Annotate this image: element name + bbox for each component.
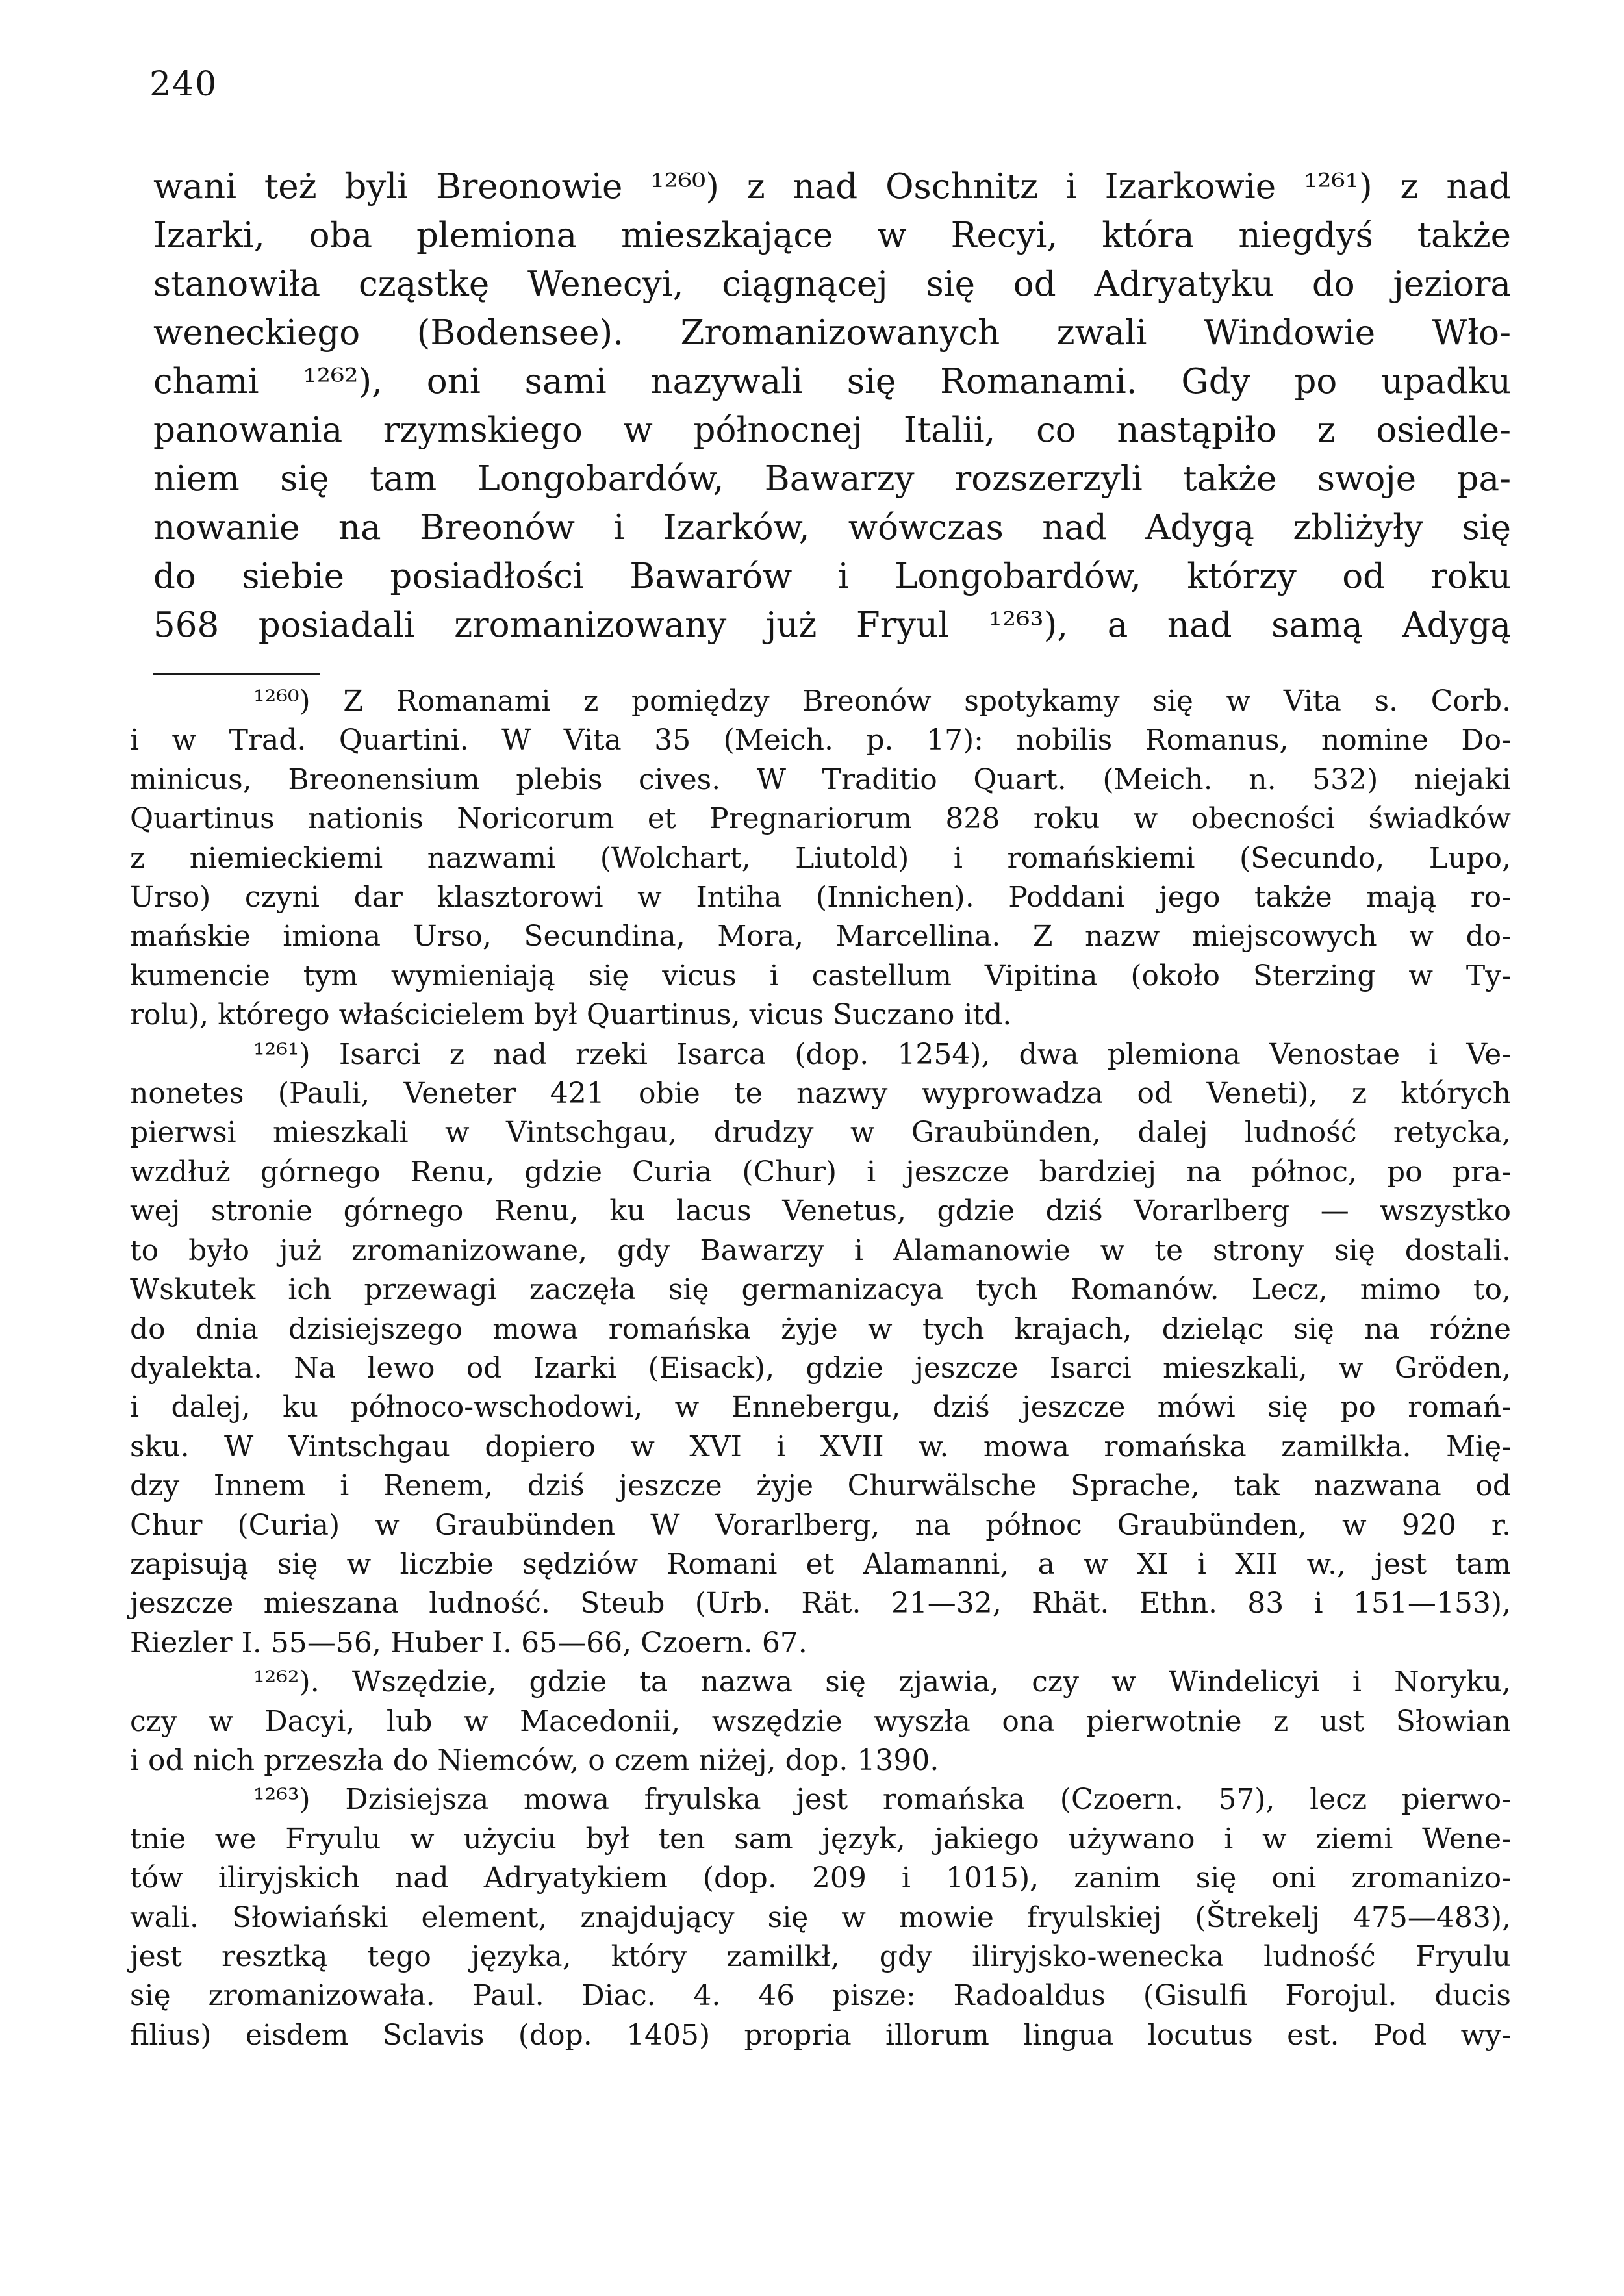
footnote-line: wej stronie górnego Renu, ku lacus Venetus, gdzie dziś Vorarlberg — wszystko bbox=[130, 1194, 1511, 1228]
footnote-line: jest resztką tego języka, który zamilkł, gdy iliryjsko-wenecka ludność Fryulu bbox=[130, 1940, 1511, 1973]
footnote-line: i od nich przeszła do Niemców, o czem niżej, dop. 1390. bbox=[130, 1743, 939, 1777]
footnote-line: Urso) czyni dar klasztorowi w Intiha (Innichen). Poddani jego także mają ro- bbox=[130, 881, 1511, 915]
footnote-line: Quartinus nationis Noricorum et Pregnariorum 828 roku w obecności świadków bbox=[130, 802, 1511, 836]
footnotes bbox=[130, 682, 1511, 2055]
main-text bbox=[153, 162, 1511, 650]
main-text-line: panowania rzymskiego w północnej Italii, co nastąpiło z osiedle- bbox=[153, 410, 1511, 450]
footnote-1261 bbox=[130, 1035, 1511, 1663]
footnote-line: mańskie imiona Urso, Secundina, Mora, Marcellina. Z nazw miejscowych w do- bbox=[130, 920, 1511, 953]
page-number: 240 bbox=[149, 65, 218, 104]
footnote-line: do dnia dzisiejszego mowa romańska żyje w tych krajach, dzieląc się na różne bbox=[130, 1312, 1511, 1346]
footnote-line: i dalej, ku północo-wschodowi, w Ennebergu, dziś jeszcze mówi się po romań- bbox=[130, 1391, 1511, 1424]
footnote-line: tnie we Fryulu w użyciu był ten sam język, jakiego używano i w ziemi Wene- bbox=[130, 1822, 1511, 1856]
footnote-line: Wskutek ich przewagi zaczęła się germanizacya tych Romanów. Lecz, mimo to, bbox=[130, 1273, 1511, 1307]
footnote-line: wzdłuż górnego Renu, gdzie Curia (Chur) i jeszcze bardziej na północ, po pra- bbox=[130, 1155, 1511, 1189]
main-text-line: stanowiła cząstkę Wenecyi, ciągnącej się od Adryatyku do jeziora bbox=[153, 264, 1511, 304]
main-text-line: niem się tam Longobardów, Bawarzy rozszerzyli także swoje pa- bbox=[153, 459, 1511, 499]
footnote-line: tów iliryjskich nad Adryatykiem (dop. 209 i 1015), zanim się oni zromanizo- bbox=[130, 1861, 1511, 1895]
footnote-line: dyalekta. Na lewo od Izarki (Eisack), gdzie jeszcze Isarci mieszkali, w Gröden, bbox=[130, 1351, 1511, 1385]
footnote-line: ¹²⁶³) Dzisiejsza mowa fryulska jest romańska (Czoern. 57), lecz pierwo- bbox=[253, 1783, 1511, 1817]
main-text-line: weneckiego (Bodensee). Zromanizowanych zwali Windowie Wło- bbox=[153, 313, 1511, 353]
footnote-line: jeszcze mieszana ludność. Steub (Urb. Rät. 21—32, Rhät. Ethn. 83 i 151—153), bbox=[130, 1587, 1511, 1621]
main-text-line: chami ¹²⁶²), oni sami nazywali się Romanami. Gdy po upadku bbox=[153, 362, 1511, 401]
footnote-line: kumencie tym wymieniają się vicus i castellum Vipitina (około Sterzing w Ty- bbox=[130, 959, 1511, 992]
footnote-line: Riezler I. 55—56, Huber I. 65—66, Czoern. 67. bbox=[130, 1626, 807, 1659]
main-text-line: Izarki, oba plemiona mieszkające w Recyi, która niegdyś także bbox=[153, 216, 1511, 255]
footnote-line: filius) eisdem Sclavis (dop. 1405) propria illorum lingua locutus est. Pod wy- bbox=[130, 2018, 1511, 2052]
footnote-1260 bbox=[130, 682, 1511, 1035]
footnote-line: Chur (Curia) w Graubünden W Vorarlberg, na północ Graubünden, w 920 r. bbox=[130, 1508, 1511, 1542]
footnote-line: ¹²⁶¹) Isarci z nad rzeki Isarca (dop. 1254), dwa plemiona Venostae i Ve- bbox=[253, 1037, 1511, 1071]
footnote-line: sku. W Vintschgau dopiero w XVI i XVII w. mowa romańska zamilkła. Mię- bbox=[130, 1430, 1511, 1463]
footnote-separator bbox=[153, 673, 320, 675]
footnote-line: minicus, Breonensium plebis cives. W Traditio Quart. (Meich. n. 532) niejaki bbox=[130, 763, 1511, 796]
footnote-line: się zromanizowała. Paul. Diac. 4. 46 pisze: Radoaldus (Gisulfi Forojul. ducis bbox=[130, 1979, 1511, 2013]
footnote-line: z niemieckiemi nazwami (Wolchart, Liutold) i romańskiemi (Secundo, Lupo, bbox=[130, 841, 1511, 875]
footnote-line: rolu), którego właścicielem był Quartinus, vicus Suczano itd. bbox=[130, 998, 1012, 1032]
footnote-1263 bbox=[130, 1780, 1511, 2055]
footnote-line: nonetes (Pauli, Veneter 421 obie te nazwy wyprowadza od Veneti), z których bbox=[130, 1077, 1511, 1111]
footnote-line: zapisują się w liczbie sędziów Romani et Alamanni, a w XI i XII w., jest tam bbox=[130, 1547, 1511, 1581]
footnote-line: czy w Dacyi, lub w Macedonii, wszędzie wyszła ona pierwotnie z ust Słowian bbox=[130, 1704, 1511, 1738]
footnote-line: wali. Słowiański element, znajdujący się w mowie fryulskiej (Štrekelj 475—483), bbox=[130, 1900, 1511, 1934]
main-text-line: do siebie posiadłości Bawarów i Longobardów, którzy od roku bbox=[153, 557, 1511, 596]
footnote-line: ¹²⁶⁰) Z Romanami z pomiędzy Breonów spotykamy się w Vita s. Corb. bbox=[253, 685, 1511, 718]
footnote-line: pierwsi mieszkali w Vintschgau, drudzy w Graubünden, dalej ludność retycka, bbox=[130, 1116, 1511, 1150]
main-text-line: 568 posiadali zromanizowany już Fryul ¹²⁶³), a nad samą Adygą bbox=[153, 605, 1511, 645]
footnote-line: ¹²⁶²). Wszędzie, gdzie ta nazwa się zjawia, czy w Windelicyi i Noryku, bbox=[253, 1665, 1511, 1699]
footnote-line: i w Trad. Quartini. W Vita 35 (Meich. p. 17): nobilis Romanus, nomine Do- bbox=[130, 724, 1511, 757]
main-text-line: wani też byli Breonowie ¹²⁶⁰) z nad Oschnitz i Izarkowie ¹²⁶¹) z nad bbox=[153, 167, 1511, 207]
main-text-line: nowanie na Breonów i Izarków, wówczas nad Adygą zbliżyły się bbox=[153, 508, 1511, 548]
footnote-1262 bbox=[130, 1663, 1511, 1780]
footnote-line: to było już zromanizowane, gdy Bawarzy i Alamanowie w te strony się dostali. bbox=[130, 1233, 1511, 1267]
footnote-line: dzy Innem i Renem, dziś jeszcze żyje Churwälsche Sprache, tak nazwana od bbox=[130, 1469, 1511, 1503]
